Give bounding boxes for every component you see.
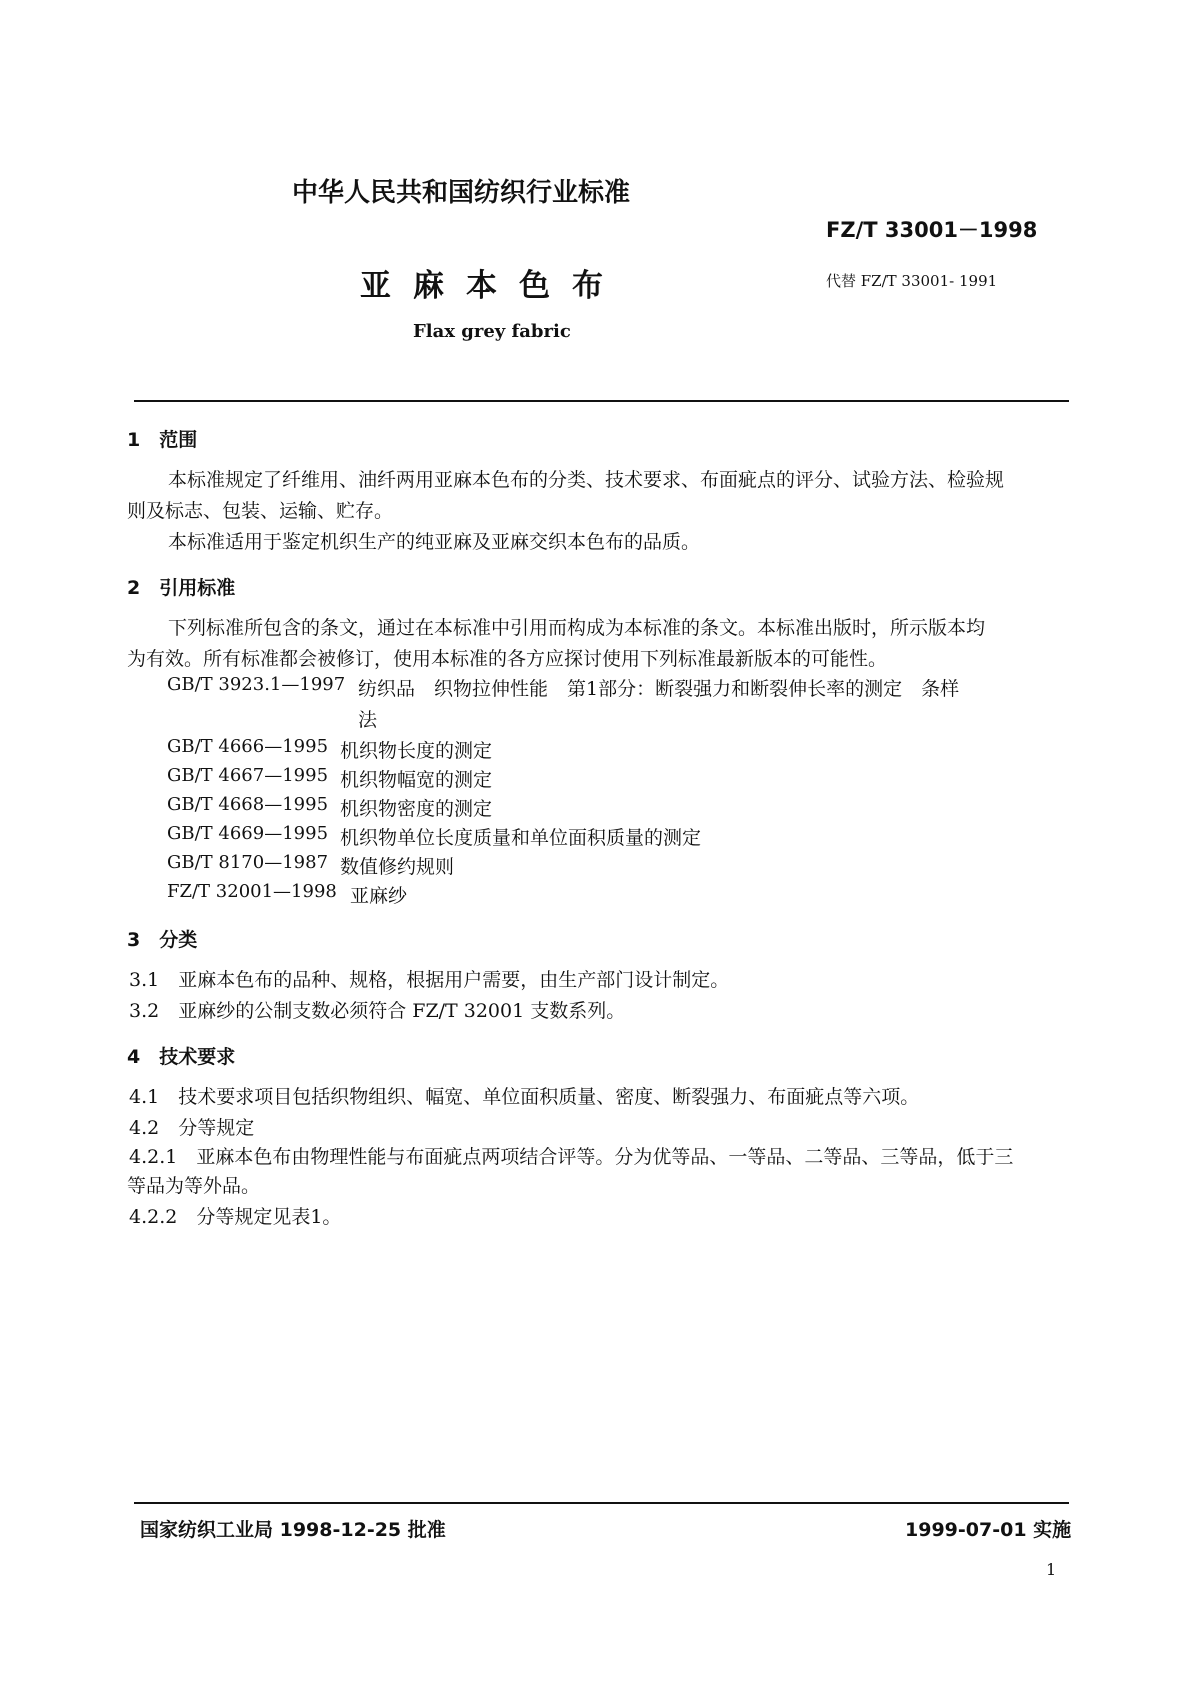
- reference-code: GB/T 3923.1—1997: [167, 674, 346, 695]
- clause: 3.2 亚麻纱的公制支数必须符合 FZ/T 32001 支数系列。: [129, 1000, 626, 1022]
- document-title: 亚麻本色布: [360, 268, 625, 304]
- clause: 4.2.2 分等规定见表1。: [129, 1206, 342, 1228]
- implementation-date: 1999-07-01 实施: [905, 1519, 1072, 1541]
- section-heading: 1 范围: [127, 429, 198, 451]
- reference-title-continued: 法: [358, 709, 378, 731]
- paragraph-line: 下列标准所包含的条文，通过在本标准中引用而构成为本标准的条文。本标准出版时，所示版本均: [168, 617, 986, 639]
- reference-code: GB/T 4668—1995: [167, 794, 329, 815]
- section-heading: 4 技术要求: [127, 1046, 236, 1068]
- paragraph: 本标准适用于鉴定机织生产的纯亚麻及亚麻交织本色布的品质。: [168, 531, 701, 553]
- clause-line: 等品为等外品。: [127, 1175, 261, 1197]
- reference-title: 机织物幅宽的测定: [340, 769, 493, 791]
- reference-code: GB/T 4669—1995: [167, 823, 329, 844]
- header-divider: [134, 400, 1069, 402]
- reference-title: 亚麻纱: [350, 885, 408, 907]
- english-title: Flax grey fabric: [413, 321, 571, 342]
- paragraph-line: 本标准规定了纤维用、油纤两用亚麻本色布的分类、技术要求、布面疵点的评分、试验方法、检验规: [168, 469, 1005, 491]
- paragraph-line: 则及标志、包装、运输、贮存。: [127, 500, 394, 522]
- reference-code: GB/T 4666—1995: [167, 736, 329, 757]
- page-number: 1: [1046, 1560, 1057, 1579]
- reference-code: FZ/T 32001—1998: [167, 881, 337, 902]
- approval-date: 国家纺织工业局 1998-12-25 批准: [140, 1519, 446, 1541]
- standard-title: 中华人民共和国纺织行业标准: [292, 178, 631, 208]
- clause: 4.1 技术要求项目包括织物组织、幅宽、单位面积质量、密度、断裂强力、布面疵点等六项。: [129, 1086, 920, 1108]
- reference-title: 数值修约规则: [340, 856, 455, 878]
- replaces-note: 代替 FZ/T 33001- 1991: [826, 272, 998, 290]
- reference-code: GB/T 4667—1995: [167, 765, 329, 786]
- section-heading: 2 引用标准: [127, 577, 236, 599]
- reference-title: 纺织品 织物拉伸性能 第1部分：断裂强力和断裂伸长率的测定 条样: [358, 678, 960, 700]
- footer-divider: [134, 1502, 1069, 1504]
- section-heading: 3 分类: [127, 929, 198, 951]
- reference-code: GB/T 8170—1987: [167, 852, 329, 873]
- reference-title: 机织物单位长度质量和单位面积质量的测定: [340, 827, 702, 849]
- clause-line: 4.2.1 亚麻本色布由物理性能与布面疵点两项结合评等。分为优等品、一等品、二等品、三等品，低于三: [129, 1146, 1014, 1168]
- paragraph-line: 为有效。所有标准都会被修订，使用本标准的各方应探讨使用下列标准最新版本的可能性。: [127, 648, 888, 670]
- reference-title: 机织物长度的测定: [340, 740, 493, 762]
- standard-code: FZ/T 33001－1998: [826, 218, 1038, 242]
- clause: 3.1 亚麻本色布的品种、规格，根据用户需要，由生产部门设计制定。: [129, 969, 730, 991]
- reference-title: 机织物密度的测定: [340, 798, 493, 820]
- clause: 4.2 分等规定: [129, 1117, 255, 1139]
